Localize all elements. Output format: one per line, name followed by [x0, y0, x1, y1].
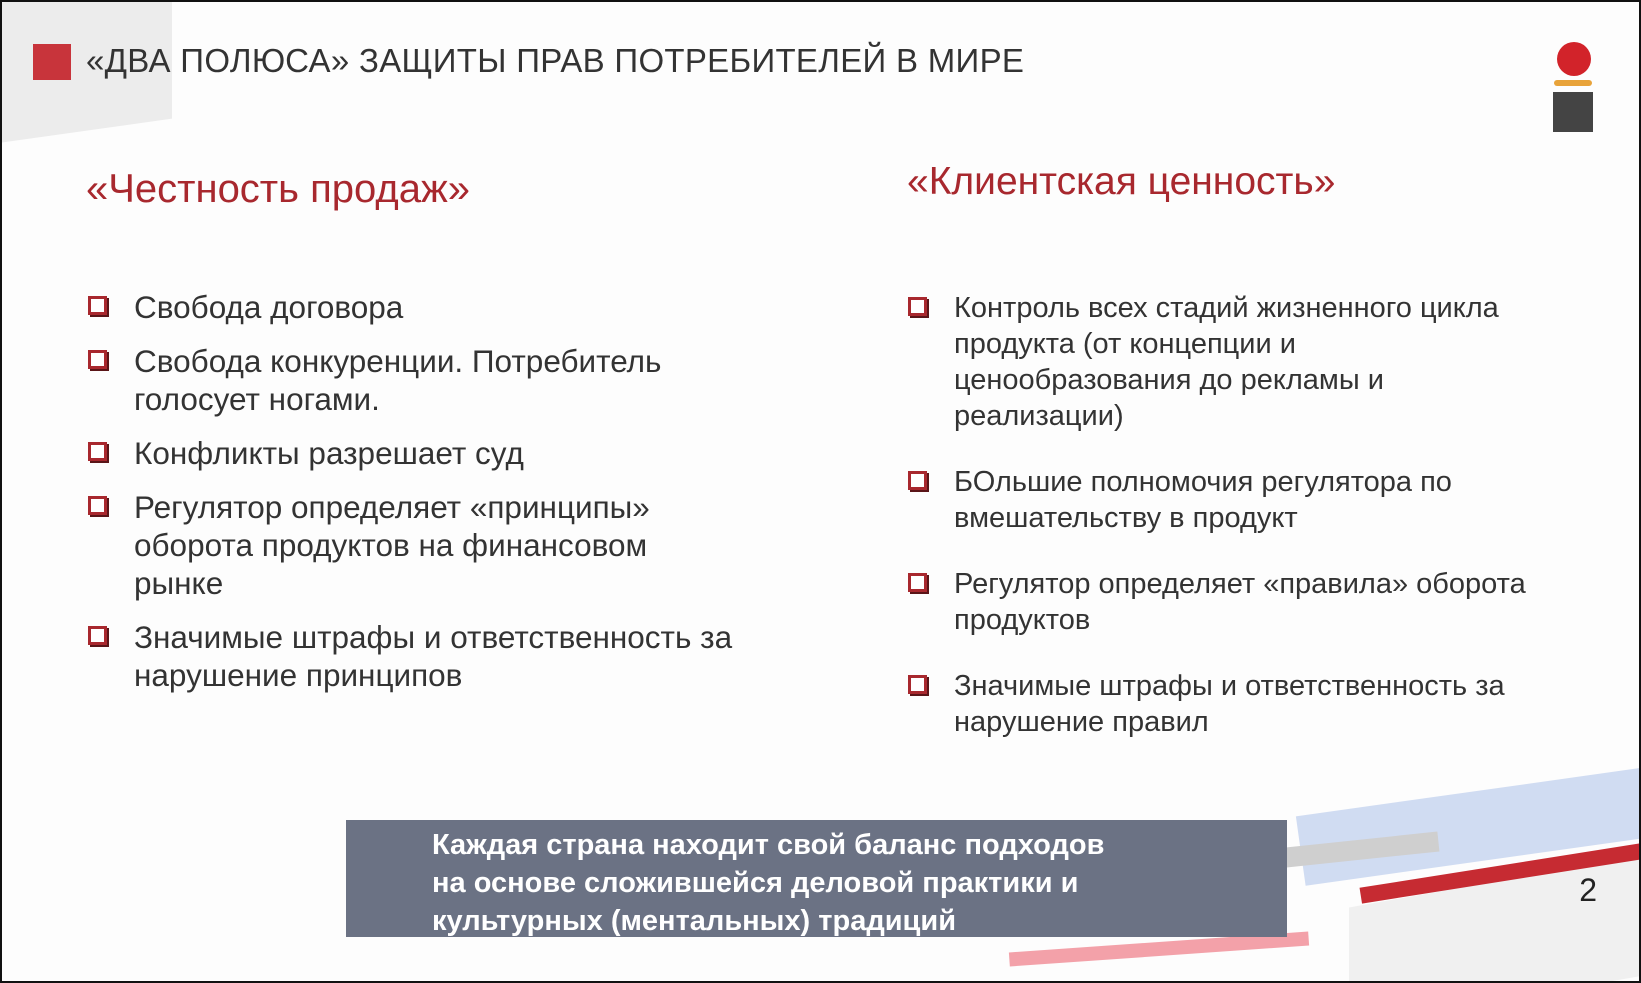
title-marker-square [33, 44, 71, 80]
list-item-text: Контроль всех стадий жизненного цикла продукта (от концепции и ценообразования до рекламы и реализации) [954, 292, 1499, 432]
logo-circle [1557, 42, 1591, 76]
checkbox-square-icon [908, 675, 927, 694]
logo-icon [1552, 42, 1594, 132]
list-item [88, 434, 738, 472]
list-item-text: Свобода конкуренции. Потребитель голосует ногами. [134, 343, 662, 417]
checkbox-square-icon [908, 297, 927, 316]
list-item-text: Свобода договора [134, 289, 404, 325]
list-item [908, 668, 1528, 740]
footer-text [432, 826, 1272, 940]
list-item [88, 288, 738, 326]
list-item-text: БОльшие полномочия регулятора по вмешательству в продукт [954, 466, 1452, 534]
left-column-heading: «Честность продаж» [86, 167, 470, 211]
checkbox-square-icon [88, 626, 107, 645]
logo-bar [1554, 80, 1592, 86]
checkbox-square-icon [88, 496, 107, 515]
footer-line: культурных (ментальных) традиций [432, 905, 957, 937]
list-item-text: Конфликты разрешает суд [134, 435, 524, 471]
checkbox-square-icon [88, 350, 107, 369]
slide-title: «ДВА ПОЛЮСА» ЗАЩИТЫ ПРАВ ПОТРЕБИТЕЛЕЙ В МИРЕ [86, 42, 1025, 79]
list-item [88, 488, 738, 602]
logo-square [1553, 92, 1593, 132]
checkbox-square-icon [88, 442, 107, 461]
list-item-text: Регулятор определяет «принципы» оборота продуктов на финансовом рынке [134, 489, 650, 601]
footer-banner [346, 820, 1287, 937]
right-column-list [908, 290, 1528, 770]
checkbox-square-icon [908, 573, 927, 592]
footer-line: на основе сложившейся деловой практики и [432, 867, 1079, 899]
checkbox-square-icon [908, 471, 927, 490]
right-column-heading: «Клиентская ценность» [907, 160, 1336, 203]
list-item [908, 566, 1528, 638]
footer-line: Каждая страна находит свой баланс подходов [432, 829, 1105, 861]
list-item [88, 618, 738, 694]
page-number: 2 [1579, 872, 1597, 908]
list-item [908, 290, 1528, 434]
list-item [908, 464, 1528, 536]
list-item-text: Значимые штрафы и ответственность за нарушение принципов [134, 619, 733, 693]
list-item-text: Регулятор определяет «правила» оборота продуктов [954, 568, 1526, 636]
list-item [88, 342, 738, 418]
list-item-text: Значимые штрафы и ответственность за нарушение правил [954, 670, 1505, 738]
checkbox-square-icon [88, 296, 107, 315]
left-column-list [88, 288, 738, 710]
